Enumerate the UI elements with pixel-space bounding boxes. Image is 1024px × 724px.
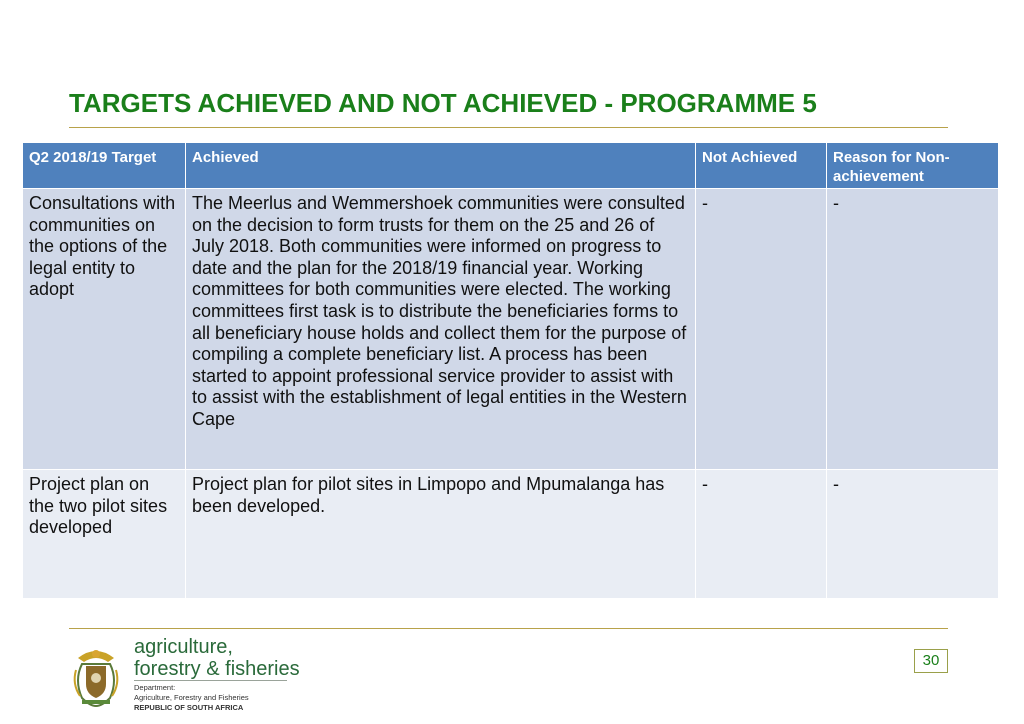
logo-line-2: forestry & fisheries xyxy=(134,658,300,680)
page-number: 30 xyxy=(914,649,948,673)
achieved-cell: The Meerlus and Wemmershoek communities were consulted on the decision to form trusts for them on the 25 and 26 of July 2018. Both communities were informed on progress to date and the plan for the 2018/19 financial year. Working committees for both communities were elected. The working committees first task is to distribute the beneficiaries forms to all beneficiary house holds and collect them for the purpose of compiling a complete beneficiary list. A process has been started to appoint professional service provider to assist with to assist with the establishment of legal entities in the Western Cape xyxy=(186,189,696,470)
header-reason: Reason for Non-achievement xyxy=(827,143,999,189)
sub-line-3: REPUBLIC OF SOUTH AFRICA xyxy=(134,703,244,712)
logo-line-1: agriculture, xyxy=(134,636,233,658)
department-subtitle xyxy=(134,683,249,713)
slide-title: TARGETS ACHIEVED AND NOT ACHIEVED - PROGRAMME 5 xyxy=(69,88,817,118)
coat-of-arms-icon xyxy=(68,640,124,708)
achieved-cell: Project plan for pilot sites in Limpopo and Mpumalanga has been developed. xyxy=(186,470,696,599)
header-achieved: Achieved xyxy=(186,143,696,189)
not-achieved-cell: - xyxy=(696,189,827,470)
header-not-achieved: Not Achieved xyxy=(696,143,827,189)
reason-cell: - xyxy=(827,470,999,599)
header-target: Q2 2018/19 Target xyxy=(23,143,186,189)
footer-divider xyxy=(69,628,948,629)
sub-line-2: Agriculture, Forestry and Fisheries xyxy=(134,693,249,702)
title-divider xyxy=(69,127,948,128)
table-row xyxy=(23,189,999,470)
table-header-row xyxy=(23,143,999,189)
logo-divider xyxy=(134,680,287,681)
sub-line-1: Department: xyxy=(134,683,176,692)
table-row xyxy=(23,470,999,599)
reason-cell: - xyxy=(827,189,999,470)
target-cell: Consultations with communities on the options of the legal entity to adopt xyxy=(23,189,186,470)
targets-table xyxy=(22,142,999,599)
not-achieved-cell: - xyxy=(696,470,827,599)
department-logo-text xyxy=(134,636,300,680)
target-cell: Project plan on the two pilot sites developed xyxy=(23,470,186,599)
